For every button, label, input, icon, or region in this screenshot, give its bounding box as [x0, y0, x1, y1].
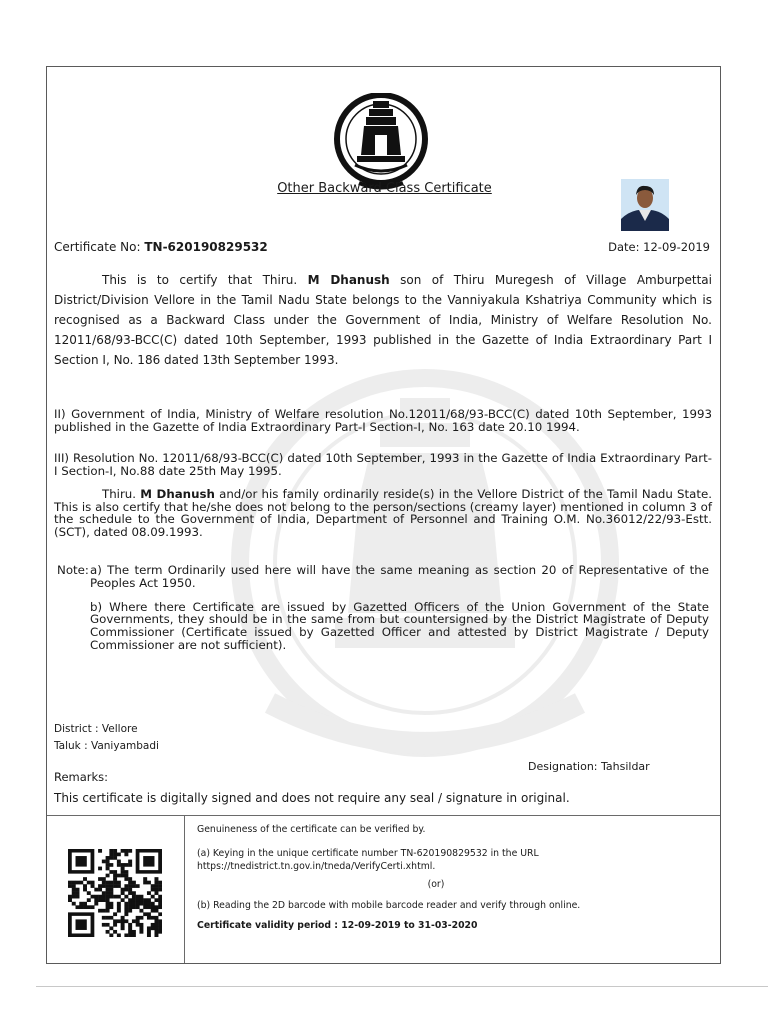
certificate-page: [46, 66, 721, 964]
note-item-a: a) The term Ordinarily used here will have the same meaning as section 20 of Representative of the Peoples Act 1950.: [90, 563, 709, 590]
designation-text: Designation: Tahsildar: [528, 760, 650, 773]
certificate-number: [54, 240, 268, 254]
verification-or: (or): [427, 879, 445, 890]
verification-column-divider: [184, 815, 185, 964]
verification-barcode-option: (b) Reading the 2D barcode with mobile barcode reader and verify through online.: [197, 900, 581, 911]
certificate-number-value: TN-620190829532: [144, 240, 268, 254]
certificate-validity: Certificate validity period : 12-09-2019 to 31-03-2020: [197, 920, 478, 931]
certificate-title: Other Backward Class Certificate: [277, 181, 492, 196]
qr-code-icon[interactable]: [68, 849, 162, 937]
verification-divider: [47, 815, 721, 816]
certificate-number-label: Certificate No:: [54, 240, 141, 254]
resolution-paragraph-3: III) Resolution No. 12011/68/93-BCC(C) dated 10th September, 1993 in the Gazette of India Extraordinary Part-I Section-I, No.88 date 25th May 1995.: [54, 451, 712, 478]
tamil-nadu-emblem-icon: [333, 93, 429, 193]
digital-signature-note: This certificate is digitally signed and does not require any seal / signature in original.: [54, 791, 570, 805]
page-bottom-rule: [36, 986, 768, 987]
residence-paragraph: Thiru. M Dhanush and/or his family ordinarily reside(s) in the Vellore District of the Tamil Nadu State. This is also certify that he/she does not belong to the person/sections (creamy layer) mentioned in column 3 of the schedule to the Government of India, Department of Personnel and Training O.M. No.36012/22/93-Estt.(SCT), dated 08.09.1993.: [54, 487, 713, 539]
verification-intro: Genuineness of the certificate can be verified by.: [197, 824, 426, 835]
resolution-paragraph-2: II) Government of India, Ministry of Welfare resolution No.12011/68/93-BCC(C) dated 10th September, 1993 published in the Gazette of India Extraordinary Part-I Section-I, No. 163 date 20.10 1994.: [54, 407, 712, 434]
certificate-date: Date: 12-09-2019: [608, 240, 710, 254]
district-text: District : Vellore: [54, 723, 138, 735]
taluk-text: Taluk : Vaniyambadi: [54, 740, 159, 752]
remarks-label: Remarks:: [54, 770, 109, 784]
verification-url-option: (a) Keying in the unique certificate number TN-620190829532 in the URL https://tnedistrict.tn.gov.in/tneda/VerifyCerti.xhtml.: [197, 848, 539, 872]
note-section: [57, 564, 709, 652]
note-label: Note:: [57, 563, 89, 577]
certification-paragraph: This is to certify that Thiru. M Dhanush son of Thiru Muregesh of Village Amburpettai District/Division Vellore in the Tamil Nadu State belongs to the Vanniyakula Kshatriya Community which is recognised as a Backward Class under the Government of India, Ministry of Welfare Resolution No. 12011/68/93-BCC(C) dated 10th September, 1993 published in the Gazette of India Extraordinary Part I Section I, No. 186 dated 13th September 1993.: [54, 273, 712, 367]
note-item-b: b) Where there Certificate are issued by Gazetted Officers of the Union Government of the State Governments, they should be in the same from but countersigned by the District Magistrate of Deputy Commissioner (Certificate issued by Gazetted Officer and attested by District Magistrate / Deputy Commissioner are not sufficient).: [90, 599, 709, 652]
